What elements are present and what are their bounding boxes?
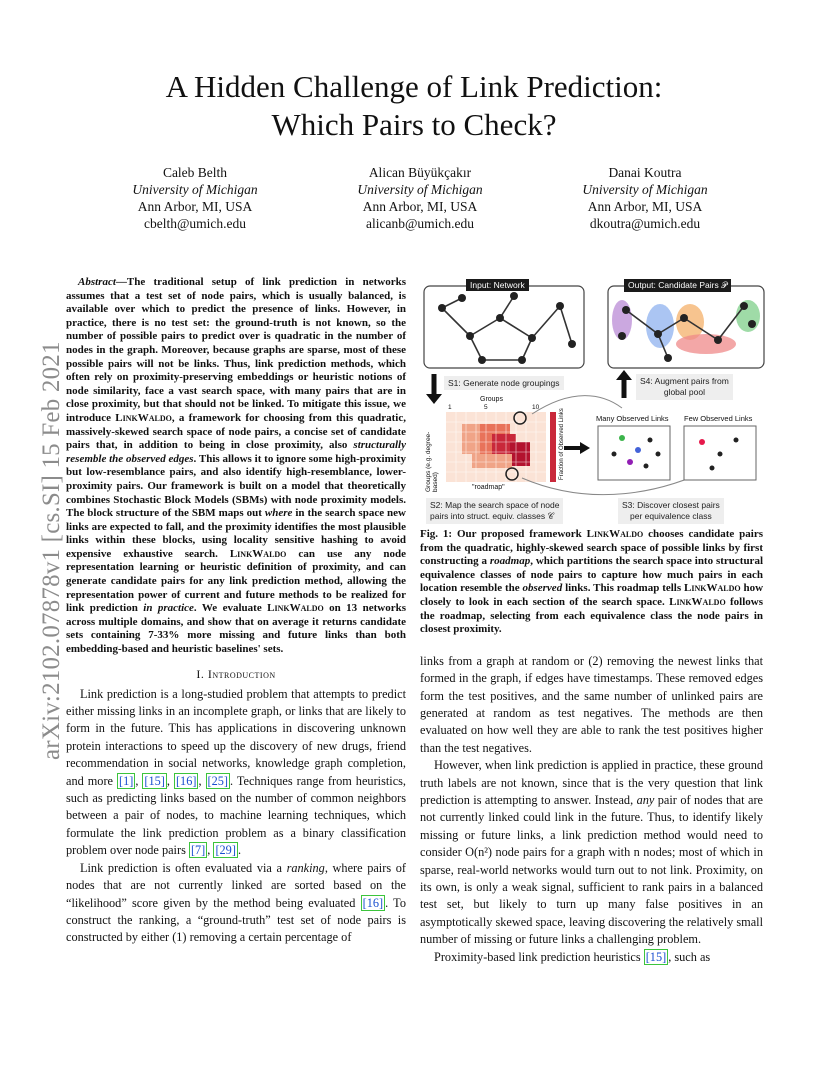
paragraph-text: . To construct the ranking, a “ground-truth” test set of node pairs is constructed by either (1) removing a certain percentage of [66, 895, 406, 945]
author-2 [315, 164, 525, 232]
figure-1 [422, 278, 766, 528]
arxiv-sidebar [18, 300, 65, 760]
step-s4-line-2: global pool [663, 387, 705, 397]
citation-link[interactable]: [16] [362, 895, 384, 910]
author-name: Caleb Belth [162, 165, 228, 180]
abstract-text: can use any node representation learning or heuristic definition of proximity, and can generate candidate pairs for any link prediction method, allowing the representation power of current and future methods to be realized for link prediction [66, 547, 406, 615]
connector-line [532, 396, 622, 414]
paragraph-text: However, when link prediction is applied in practice, these ground truth labels are not known, since that is the very question that link prediction is attempting to answer. Instead, [420, 758, 763, 807]
output-candidates-tag: Output: Candidate Pairs 𝒫 [624, 279, 731, 292]
few-links-label: Few Observed Links [684, 414, 753, 423]
colorbar [550, 412, 556, 482]
author-3 [540, 164, 750, 232]
author-location: Ann Arbor, MI, USA [137, 199, 253, 214]
right-paragraph-1: links from a graph at random or (2) removing the newest links that formed in the graph, if edges have timestamps. These removed edges form the test positives, and the same number of unlinked pairs are generated at random as test negatives. The methods are then evaluated on how well they are able to rank the test positives higher than the test negatives. [420, 653, 763, 755]
linkwaldo-name: LinkWaldo [267, 602, 324, 615]
step-s4-line-1: S4: Augment pairs from [640, 376, 729, 386]
abstract-emphasis: where [264, 507, 293, 520]
linkwaldo-name: LinkWaldo [229, 547, 287, 560]
input-network-box [424, 286, 584, 368]
author-block [90, 164, 750, 232]
caption-text: , which partitions the search space into structural equivalence classes of node pairs to capture how much pairs in each location resemble the [420, 555, 763, 595]
up-arrow-head [616, 370, 632, 380]
abstract [66, 276, 406, 657]
abstract-text: , a framework for choosing from this quadratic, massively-skewed search space of node pairs, a concise set of candidate pairs that, in addition to being in close proximity, also [66, 411, 406, 452]
paragraph-text: , where pairs of nodes that are not currently linked are sorted based on the “likelihood” score given by the method being evaluated [66, 860, 406, 910]
caption-emphasis: roadmap [489, 555, 531, 568]
roadmap-label: "roadmap" [472, 484, 505, 491]
section-heading-introduction: I. Introduction [196, 666, 276, 681]
right-paragraph-2 [420, 757, 763, 948]
tick-label: 1 [448, 404, 452, 411]
abstract-text: The traditional setup of link prediction in networks assumes that a test set of node pairs, which is usually balanced, is available over which to predict the presence of links. However, in practice, there is no test set: the ground-truth is not known, so the number of possible pairs to predict over is quadratic in the number of nodes in the graph. Moreover, because graphs are sparse, most of these possible pairs will not be links. Thus, link prediction methods, which often rely on proximity-preserving embeddings or heuristic notions of node similarity, face a vast search space, with many pairs that are in close proximity, but that should not be linked. To mitigate this issue, we introduce [66, 276, 406, 424]
step-s3-line-1: S3: Discover closest pairs [622, 500, 720, 510]
paper-title [70, 68, 758, 144]
tick-label: 10 [532, 404, 540, 411]
linkwaldo-name: LinkWaldo [115, 411, 172, 424]
citation-link[interactable]: [15] [144, 773, 165, 788]
candidate-group-green [736, 300, 760, 332]
abstract-text: . We evaluate [193, 602, 268, 615]
paragraph-emphasis: ranking [286, 860, 325, 875]
caption-text: Fig. 1: Our proposed framework [420, 528, 587, 540]
author-affiliation: University of Michigan [582, 182, 708, 197]
caption-text: chooses candidate pairs from the quadratic, highly-skewed search space of possible links by first constructing a [420, 528, 763, 568]
caption-text: follows the roadmap, selecting from each equivalence class the node pairs in closest proximity. [420, 595, 763, 636]
right-paragraph-3 [420, 949, 763, 966]
intro-paragraph-2 [66, 860, 406, 947]
author-location: Ann Arbor, MI, USA [587, 199, 703, 214]
left-column [66, 276, 406, 947]
author-email: cbelth@umich.edu [143, 216, 247, 231]
abstract-text: on 13 networks across multiple domains, and show that on average it returns candidate sets containing 7-33% more missing and future links than both embedding-based and heuristic baselines' sets. [66, 602, 406, 656]
linkwaldo-name: LinkWaldo [586, 528, 644, 540]
paragraph-text: Link prediction is often evaluated via a [80, 860, 287, 875]
abstract-emphasis: in practice [143, 602, 194, 615]
paragraph-text: Proximity-based link prediction heuristics [434, 949, 644, 964]
author-1 [90, 164, 300, 232]
author-name: Alican Büyükçakır [368, 165, 472, 180]
caption-text: links. This roadmap tells [562, 582, 685, 595]
y-axis-label: Groups (e.g. degree-based) [425, 431, 439, 492]
down-arrow-head [426, 394, 442, 404]
many-links-label: Many Observed Links [596, 414, 669, 423]
intro-paragraph-1: Link prediction is a long-studied problem that attempts to predict either missing links in an incomplete graph, or links that are likely to form in the future. This has applications in discovering unknown protein interactions to speed up the discovery of new drugs, friend recommendation in social networks, knowledge graph completion, and more [1] , [15] , [16] , [25] . Techniques range from heuristics, such as predicting links based on the number of common neighbors between a pair of nodes, to machine learning techniques, which formulate the link prediction problem as a binary classification problem over node pairs [7] , [29] . [66, 686, 407, 858]
author-affiliation: University of Michigan [132, 182, 258, 197]
linkwaldo-name: LinkWaldo [684, 582, 741, 595]
paragraph-text: . Techniques range from heuristics, such as predicting links based on the number of common neighbors between a pair of nodes, to machine learning techniques, which formulate the link prediction problem as a binary classification problem over node pairs [66, 773, 407, 858]
abstract-emphasis: structurally resemble the observed edges [66, 439, 406, 465]
step-s4 [636, 374, 733, 400]
step-s2-line-1: S2: Map the search space of node [430, 500, 560, 510]
step-s1: S1: Generate node groupings [444, 376, 564, 390]
step-s3-line-2: per equivalence class [630, 511, 712, 521]
linkwaldo-name: LinkWaldo [669, 595, 726, 608]
title-line-2: Which Pairs to Check? [271, 107, 557, 142]
abstract-text: . This allows it to ignore some high-proximity but low-resemblance pairs, and also identify high-resemblance, lower-proximity pairs. Our framework is built on a model that theoretically combines Stochastic Block Models (SBMs) with node proximity models. The block structure of the SBM maps out [66, 452, 406, 520]
arxiv-identifier: arXiv:2102.07878v1 [cs.SI] 15 Feb 2021 [38, 341, 65, 760]
caption-text: how closely to look in each section of the search space. [420, 582, 764, 608]
colorbar-label: Fraction of Observed Links [559, 408, 565, 480]
citation-link[interactable]: [25] [207, 773, 229, 788]
citation-link[interactable]: [29] [215, 843, 236, 858]
right-arrow-head [580, 442, 590, 454]
candidate-group-red [676, 334, 736, 354]
heatmap-cell [510, 442, 530, 466]
paragraph-emphasis: any [636, 793, 655, 807]
step-s2-line-2: pairs into struct. equiv. classes 𝒞 [430, 511, 554, 521]
step-s3 [618, 498, 724, 524]
step-s2 [426, 498, 563, 524]
citation-link[interactable]: [7] [190, 843, 206, 858]
input-network-tag: Input: Network [466, 279, 529, 291]
paragraph-text: , such as [668, 949, 711, 964]
title-line-1: A Hidden Challenge of Link Prediction: [165, 69, 663, 104]
citation-link[interactable]: [1] [118, 773, 134, 788]
figure-1-caption [420, 528, 763, 637]
groups-label: Groups [480, 396, 503, 403]
abstract-label: Abstract [78, 276, 116, 288]
caption-emphasis: observed [522, 582, 563, 595]
abstract-text: in the search space new links are expected to fall, and the proximity identifies the most plausible links within these blocks, using locality sensitive hashing to avoid expensive exhaustive search. [66, 507, 406, 560]
author-affiliation: University of Michigan [357, 182, 483, 197]
author-name: Danai Koutra [608, 165, 682, 180]
right-column [420, 528, 763, 966]
paragraph-text: Link prediction is a long-studied problem that attempts to predict either missing links in an incomplete graph, or links that are likely to form in the future. This has applications in discovering unknown protein interactions to speed up the discovery of new drugs, friend recommendation in social networks, knowledge graph completion, and more [66, 686, 406, 788]
abstract-dash: — [115, 276, 127, 288]
paragraph-text: pair of nodes that are not currently linked could link in the future. Thus, to identify likely missing or future links, a link prediction method would need to consider O(n²) node pairs for a graph with n nodes; most of which in sparse, real-world networks would turn out to not link. Proximity, on its own, is only a weak signal, sufficient to rank pairs in a balanced test set, but likely to turn up many false positives in an asymptotically skewed space, leaving discovering the relatively small number of missing or future links a challenging problem. [420, 793, 763, 947]
author-email: alicanb@umich.edu [365, 216, 475, 231]
author-location: Ann Arbor, MI, USA [362, 199, 478, 214]
citation-link[interactable]: [15] [645, 949, 667, 964]
author-email: dkoutra@umich.edu [589, 216, 701, 231]
tick-label: 5 [484, 404, 488, 411]
citation-link[interactable]: [16] [175, 773, 197, 788]
heatmap-cell [462, 424, 480, 454]
